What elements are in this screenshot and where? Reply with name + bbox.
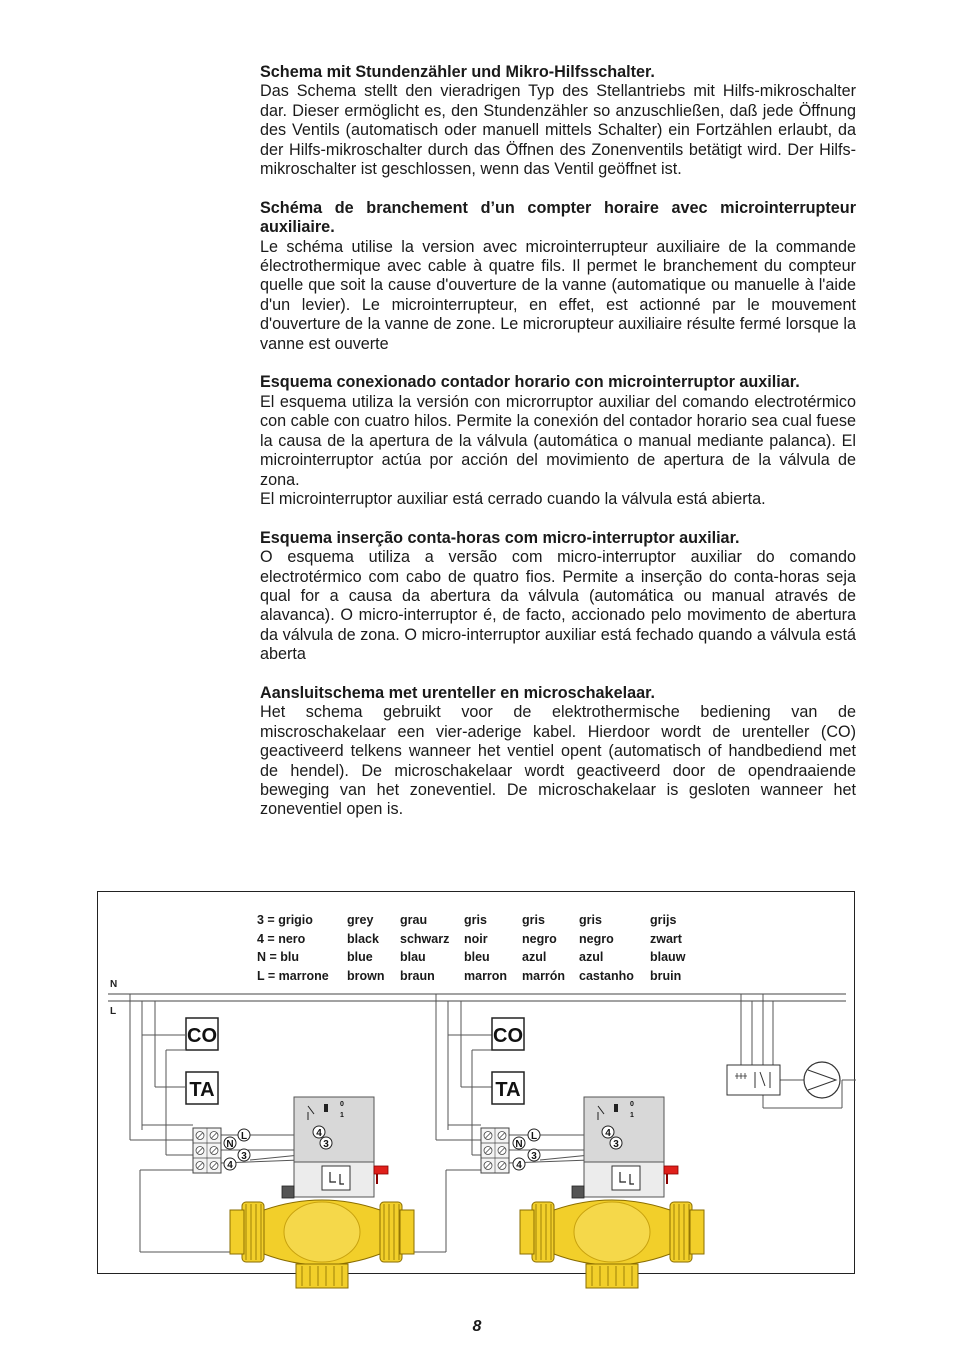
section-heading: Schéma de branchement d’un compter horaire avec microinterrupteur auxiliaire. <box>260 198 856 237</box>
legend-cell: marrón <box>522 968 566 983</box>
legend-cell: azul <box>522 950 547 964</box>
legend-cell: blauw <box>650 950 686 964</box>
zone-valve <box>520 1097 704 1288</box>
switch-label: 0 <box>630 1101 634 1108</box>
switch-label: 0 <box>340 1101 344 1108</box>
supply-lines <box>108 994 846 1001</box>
terminal-label: N <box>515 1139 523 1150</box>
hour-counter-label: CO <box>187 1025 217 1047</box>
legend-cell: 4 = nero <box>257 931 306 946</box>
legend-cell: bruin <box>650 968 682 983</box>
legend-cell: grau <box>400 913 428 927</box>
neutral-line-label: N <box>110 979 118 990</box>
legend-cell: azul <box>579 950 604 964</box>
room-thermostat-label: TA <box>495 1079 521 1101</box>
section-heading: Esquema conexionado contador horario con microinterruptor auxiliar. <box>260 373 800 392</box>
section-body: Das Schema stellt den vieradrigen Typ des Stellantriebs mit Hilfs-mikroschalter dar. Dieser ermöglicht es, den Stundenzähler so anzuschließen, daß jede Öffnung des Ventils (automatisch oder manuell mittels Schalter) ein Fortzählen erlaubt, da der Hilfs-mikroschalter durch das Öffnen des Zonenventils betätigt wird. Der Hilfs-mikroschalter ist geschlossen, wenn das Ventil geöffnet ist. <box>260 82 856 179</box>
pump-relay <box>727 1065 780 1095</box>
legend-cell: noir <box>464 931 488 946</box>
legend-cell: blau <box>400 950 426 964</box>
terminal-label: 3 <box>531 1151 537 1162</box>
terminal-label: 3 <box>241 1151 247 1162</box>
legend-cell: gris <box>579 913 602 927</box>
legend-cell: zwart <box>650 931 682 946</box>
legend-cell: gris <box>464 913 487 927</box>
wire-label: 4 <box>605 1128 611 1139</box>
legend-cell: blue <box>347 950 373 964</box>
page-number: 8 <box>472 1318 482 1335</box>
legend-cell: negro <box>579 931 614 946</box>
section-body: El esquema utiliza la versión con microrruptor auxiliar del comando electrotérmico con cable con cuatro hilos. Permite la conexión del contador horario sea cual fuese la causa de la apertura de la válvula (automática o manual mediante palanca). El microinterruptor actúa por acción del movimiento de apertura de la válvula de zona. <box>260 392 856 489</box>
wire-label: L <box>240 1131 248 1142</box>
legend-cell: castanho <box>579 968 634 983</box>
section-heading: Aansluitschema met urenteller en microschakelaar. <box>260 683 655 702</box>
legend-cell: brown <box>347 968 385 983</box>
zone-unit-1 <box>130 994 446 1288</box>
hour-counter-label: CO <box>493 1025 523 1047</box>
section-body: Het schema gebruikt voor de elektrothermische bediening van de miscroschakelaar een vier-aderige kabel. Hierdoor wordt de urenteller (CO) geactiveerd telkens wanneer het ventiel opent (automatisch of handbediend met de hendel). De microschakelaar wordt geactiveerd door de opendraaiende beweging van het zoneventiel. De microschakelaar is gesloten wanneer het zoneventiel open is. <box>260 703 856 819</box>
legend-cell: L = marrone <box>257 968 329 983</box>
legend-cell: grijs <box>650 913 677 927</box>
terminal-label: 4 <box>516 1160 522 1171</box>
pump-control <box>727 994 856 1108</box>
legend-cell: negro <box>522 931 557 946</box>
switch-label: 1 <box>340 1112 344 1119</box>
legend-cell: braun <box>400 968 435 983</box>
legend-cell: marron <box>464 968 508 983</box>
wire-label: 4 <box>316 1128 322 1139</box>
switch-label: 1 <box>630 1112 634 1119</box>
wire-label: 3 <box>613 1139 619 1150</box>
wire-label: L <box>530 1131 538 1142</box>
section-body: O esquema utiliza a versão com micro-interruptor auxiliar do comando electrotérmico com cabo de quatro fios. Permite a inserção do conta-horas seja qual for a causa da abertura da válvula (automática ou manual através de alavanca). O micro-interruptor é, de facto, accionado pelo movimento de abertura da válvula de zona. O micro-interruptor auxiliar está fechado quando a válvula está aberta <box>260 548 856 664</box>
wire-label: 3 <box>323 1139 329 1150</box>
zone-unit-2 <box>436 994 704 1288</box>
terminal-label: N <box>226 1139 234 1150</box>
terminal-label: 4 <box>227 1160 233 1171</box>
section-body: Le schéma utilise la version avec microinterrupteur auxiliaire de la commande électrothermique avec cable à quatre fils. Il permet le branchement du compteur quelle que soit la cause d'ouverture de la vanne (automatique ou manuelle à l'aide d'un levier). Le microinterrupteur, en effet, est actionné par le mouvement d'ouverture de la vanne de zone. Le microrupteur auxiliaire résulte fermé lorsque la vanne est ouverte <box>260 237 856 353</box>
legend-cell: schwarz <box>400 931 450 946</box>
legend-cell: N = blu <box>257 950 300 964</box>
live-line-label: L <box>110 1006 117 1017</box>
section-body-note: El microinterruptor auxiliar está cerrado cuando la válvula está abierta. <box>260 489 766 508</box>
terminal-block <box>481 1128 509 1173</box>
legend-cell: black <box>347 931 379 946</box>
terminal-block <box>193 1128 221 1173</box>
room-thermostat-label: TA <box>189 1079 215 1101</box>
section-heading: Esquema inserção conta-horas com micro-interruptor auxiliar. <box>260 528 740 547</box>
section-heading: Schema mit Stundenzähler und Mikro-Hilfsschalter. <box>260 63 655 81</box>
legend-cell: 3 = grigio <box>257 913 313 927</box>
legend-cell: grey <box>347 913 374 927</box>
legend-cell: gris <box>522 913 545 927</box>
legend-cell: bleu <box>464 950 490 964</box>
zone-valve <box>230 1097 414 1288</box>
